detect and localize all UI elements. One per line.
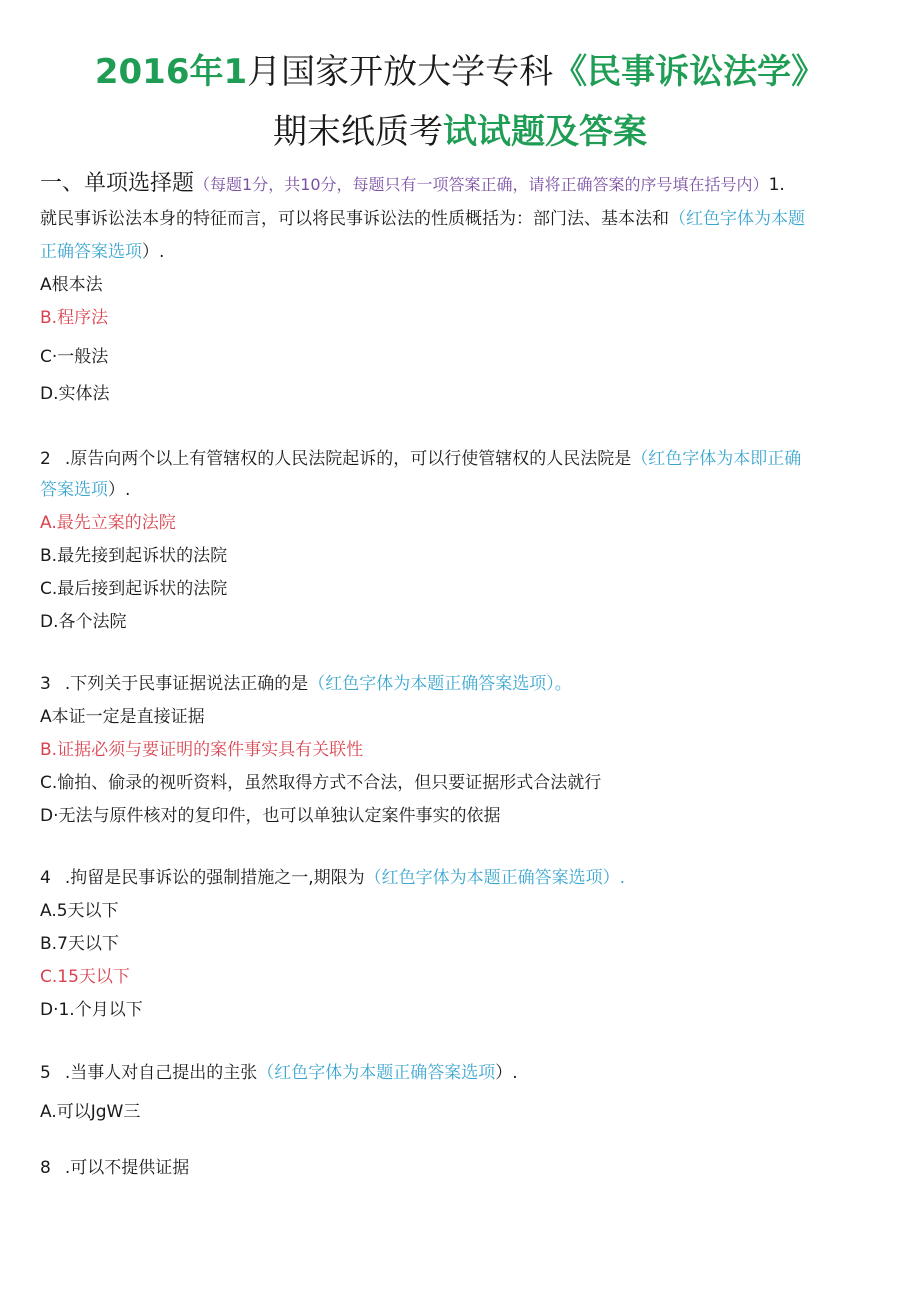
title-suffix: 试试题及答案 [443,112,647,152]
question-8-text: 8 .可以不提供证据 [40,1158,190,1178]
question-3-text: 3 .下列关于民事证据说法正确的是（红色字体为本题正确答案选项）。 [40,674,572,694]
question-2-text-cont: 答案选项）. [40,480,131,500]
question-4-option-c-correct: C.15天以下 [40,967,130,987]
question-1-text: 就民事诉讼法本身的特征而言，可以将民事诉讼法的性质概括为：部门法、基本法和（红色字体为本题 [40,209,805,229]
title-line-2 [0,108,920,156]
title-exam-name: 月国家开放大学专科 [247,52,554,92]
question-2-hint: （红色字体为本即正确 [631,449,802,469]
question-4-option-d: D·1.个月以下 [40,1000,143,1020]
question-1-option-a: A根本法 [40,275,103,295]
question-2-option-a-correct: A.最先立案的法院 [40,513,176,533]
question-4-hint: （红色字体为本题正确答案选项）. [364,868,626,888]
question-3-option-a: A本证一定是直接证据 [40,707,205,727]
question-1-number: 1. [768,175,785,195]
question-4-text: 4 .拘留是民事诉讼的强制措施之一,期限为（红色字体为本题正确答案选项）. [40,868,626,888]
question-1-option-b-correct: B.程序法 [40,308,109,328]
question-3-option-d: D·无法与原件核对的复印件，也可以单独认定案件事实的依据 [40,806,501,826]
title-course: 《民事诉讼法学》 [553,52,826,92]
question-2-option-b: B.最先接到起诉状的法院 [40,546,228,566]
question-1-text-cont: 正确答案选项）. [40,242,165,262]
question-1-hint: （红色字体为本题 [669,209,805,229]
question-5-hint: （红色字体为本题正确答案选项 [257,1063,496,1083]
question-1-option-c: C·一般法 [40,347,109,367]
question-2-text: 2 .原告向两个以上有管辖权的人民法院起诉的，可以行使管辖权的人民法院是（红色字体为本即正确 [40,449,802,469]
question-4-option-a: A.5天以下 [40,901,119,921]
question-3-option-b-correct: B.证据必须与要证明的案件事实具有关联性 [40,740,364,760]
question-2-option-d: D.各个法院 [40,612,127,632]
question-3-hint: （红色字体为本题正确答案选项）。 [308,674,572,694]
title-year: 2016年1 [94,52,248,92]
question-2-option-c: C.最后接到起诉状的法院 [40,579,228,599]
question-1-option-d: D.实体法 [40,384,110,404]
question-5-option-a: A.可以JgW三 [40,1102,141,1122]
title-exam-type: 期末纸质考 [273,112,443,152]
question-3-option-c: C.愉拍、偷录的视听资料，虽然取得方式不合法，但只要证据形式合法就行 [40,773,602,793]
title-line-1 [0,48,920,96]
section-heading: 一、单项选择题 [40,171,195,196]
question-4-option-b: B.7天以下 [40,934,119,954]
section-instruction: （每题1分，共10分，每题只有一项答案正确，请将正确答案的序号填在括号内） [194,175,769,194]
section-heading-line [40,172,785,197]
question-5-text: 5 .当事人对自己提出的主张（红色字体为本题正确答案选项）. [40,1063,518,1083]
